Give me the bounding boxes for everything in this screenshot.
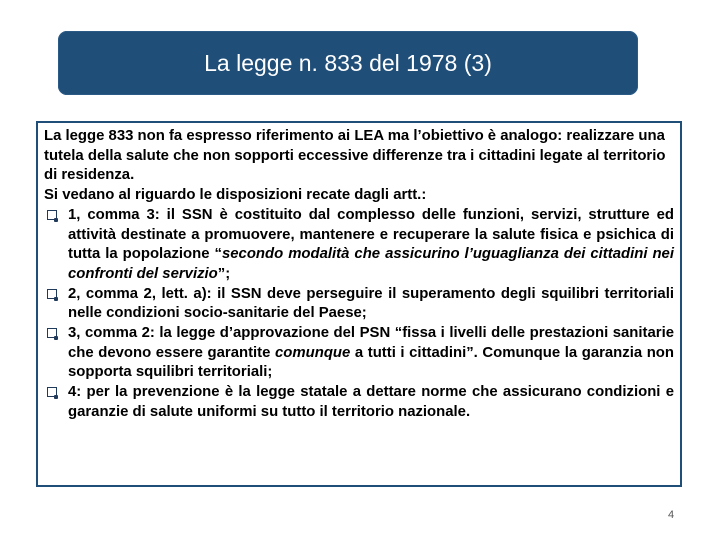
- intro-paragraph: La legge 833 non fa espresso riferimento ai LEA ma l’obiettivo è analogo: realizzare una tutela della salute che non sopporti eccessive differenze tra i cittadini legate al territorio di residenza.: [44, 128, 666, 184]
- bullet-text-before: 2, comma 2, lett. a): il SSN deve perseguire il superamento degli squilibri territoriali nelle condizioni socio-sanitarie del Paese;: [68, 285, 674, 322]
- page-number: 4: [668, 509, 675, 521]
- list-item: [44, 383, 674, 422]
- checkbox-square-icon: [47, 328, 57, 338]
- lead-paragraph: Si vedano al riguardo le disposizioni recate dagli artt.:: [44, 187, 427, 204]
- checkbox-square-icon: [47, 210, 57, 220]
- slide-title: La legge n. 833 del 1978 (3): [204, 49, 492, 76]
- list-item: [44, 285, 674, 324]
- checkbox-square-icon: [47, 289, 57, 299]
- article-list: [44, 206, 674, 423]
- bullet-text-after: a tutti i cittadini”. Comunque la garanzia non sopporta squilibri territoriali;: [68, 344, 674, 381]
- bullet-italic-text: secondo modalità che assicurino l’uguaglianza dei cittadini nei confronti del servizio: [68, 246, 674, 282]
- bullet-italic-text: comunque: [275, 344, 351, 361]
- list-item: [44, 206, 674, 285]
- bullet-text-before: 1, comma 3: il SSN è costituito dal complesso delle funzioni, servizi, strutture ed attività destinate a promuovere, mantenere e recuperare la salute fisica e psichica di tutta la popolazione “: [68, 206, 674, 263]
- bullet-text-before: 3, comma 2: la legge d’approvazione del PSN “fissa i livelli delle prestazioni sanitarie che devono essere garantite: [68, 325, 674, 361]
- content-text: [44, 127, 674, 423]
- list-item: [44, 324, 674, 383]
- title-banner: [58, 31, 638, 95]
- bullet-text-after: ”;: [217, 265, 231, 282]
- checkbox-square-icon: [47, 387, 57, 397]
- bullet-text-before: 4: per la prevenzione è la legge statale a dettare norme che assicurano condizioni e garanzie di salute uniformi su tutto il territorio nazionale.: [68, 384, 674, 420]
- content-box: [36, 121, 682, 487]
